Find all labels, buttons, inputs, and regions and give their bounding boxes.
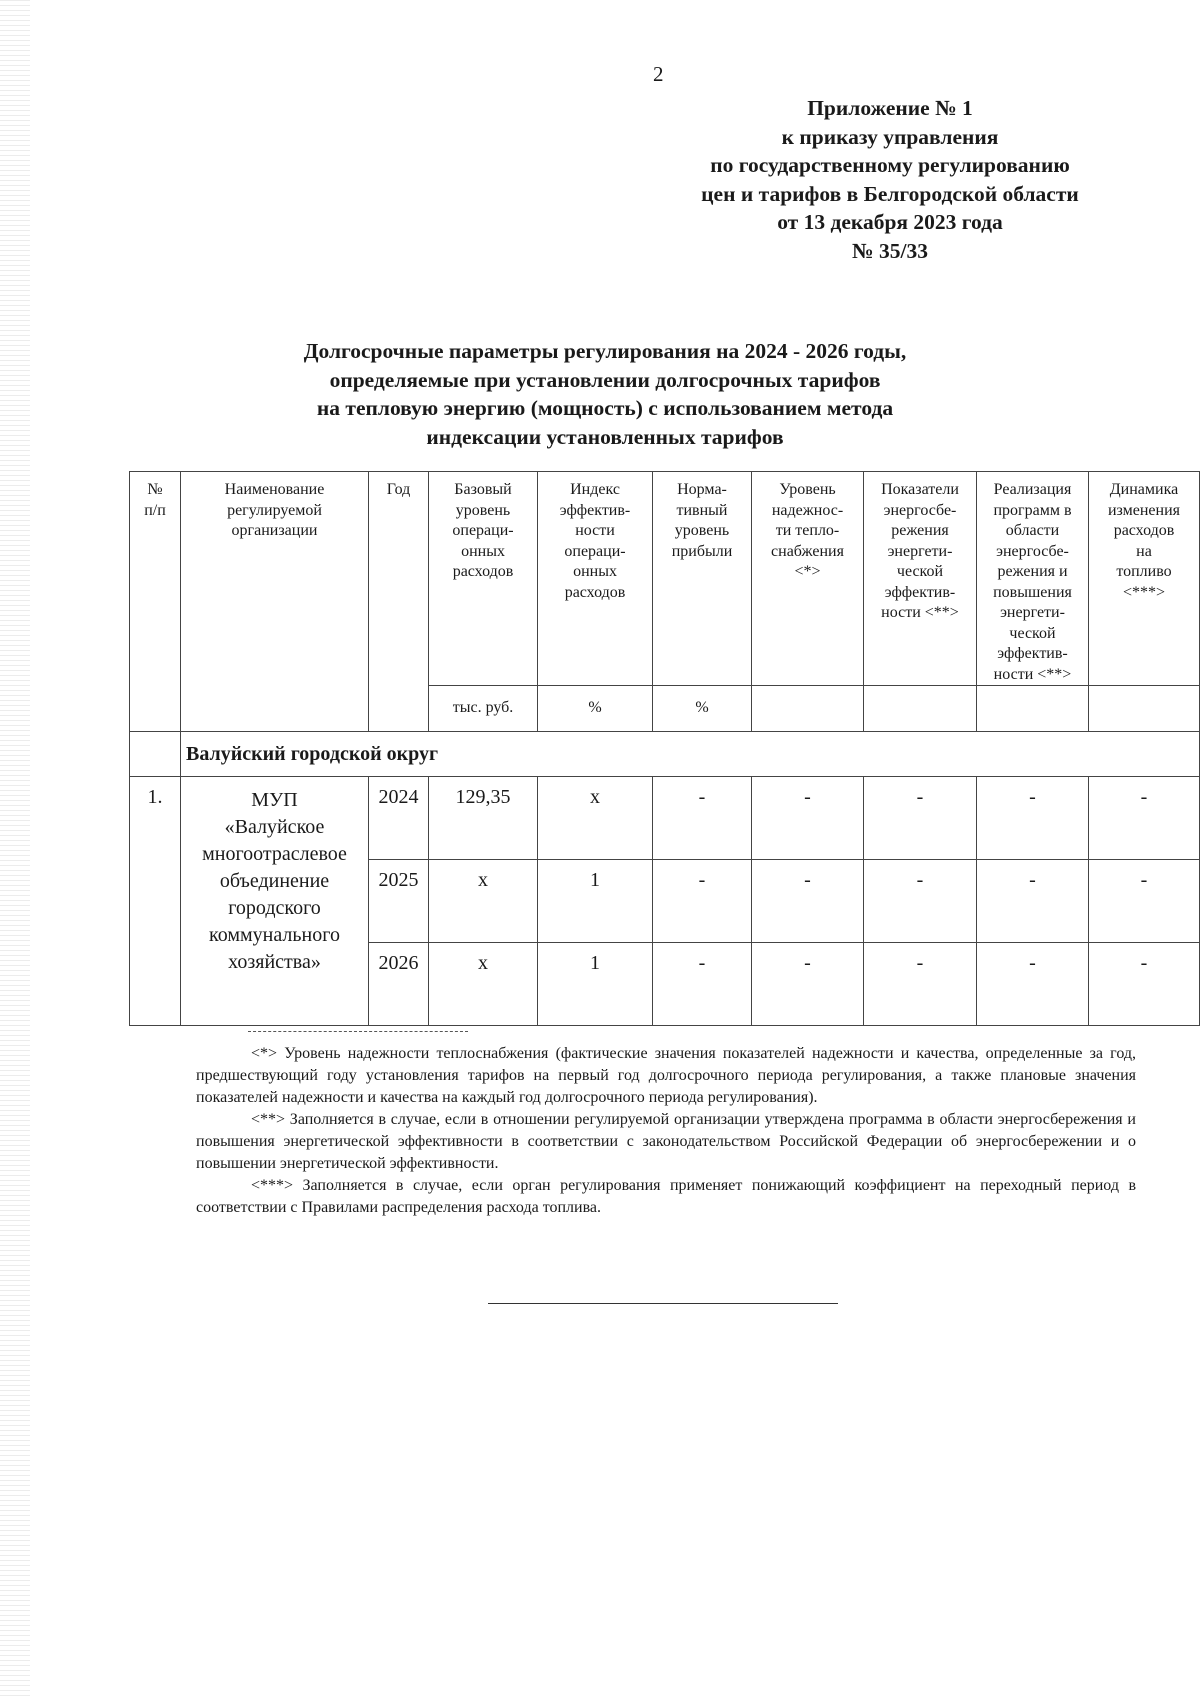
header-org: Наименование регулируемой организации	[181, 472, 369, 732]
title-line: на тепловую энергию (мощность) с использованием метода	[316, 396, 894, 420]
header-reliability: Уровень надежнос- ти тепло- снабжения <*>	[752, 472, 864, 686]
region-row	[130, 732, 1200, 777]
cell-energy-saving: -	[864, 860, 977, 943]
unit-programs	[977, 686, 1089, 732]
cell-reliability: -	[752, 943, 864, 1026]
header-profit: Норма- тивный уровень прибыли	[653, 472, 752, 686]
cell-profit: -	[653, 777, 752, 860]
scan-artifact-strip	[0, 0, 30, 1697]
header-fuel: Динамика изменения расходов на топливо <***>	[1089, 472, 1200, 686]
header-programs: Реализация программ в области энергосбе- режения и повышения энергети- ческой эффектив- ности <**>	[977, 472, 1089, 686]
cell-profit: -	[653, 943, 752, 1026]
cell-reliability: -	[752, 777, 864, 860]
cell-base-opex: х	[429, 943, 538, 1026]
cell-energy-saving: -	[864, 777, 977, 860]
page-number: 2	[653, 62, 664, 86]
appendix-line: по государственному регулированию	[710, 153, 1070, 177]
cell-fuel: -	[1089, 860, 1200, 943]
cell-base-opex: 129,35	[429, 777, 538, 860]
cell-fuel: -	[1089, 777, 1200, 860]
cell-profit: -	[653, 860, 752, 943]
cell-efficiency-index: х	[538, 777, 653, 860]
unit-reliability	[752, 686, 864, 732]
cell-year: 2025	[369, 860, 429, 943]
unit-fuel	[1089, 686, 1200, 732]
title-line: определяемые при установлении долгосрочных тарифов	[329, 367, 881, 392]
unit-efficiency-index: %	[538, 686, 653, 732]
row-number: 1.	[130, 777, 181, 1026]
footnote-separator	[248, 1031, 468, 1032]
appendix-line: Приложение № 1	[807, 96, 973, 120]
appendix-line: от 13 декабря 2023 года	[777, 210, 1003, 234]
cell-programs: -	[977, 943, 1089, 1026]
cell-programs: -	[977, 860, 1089, 943]
cell-efficiency-index: 1	[538, 943, 653, 1026]
cell-reliability: -	[752, 860, 864, 943]
cell-base-opex: х	[429, 860, 538, 943]
footnote-reliability: <*> Уровень надежности теплоснабжения (фактические значения показателей надежности и качества, определенные за год, предшествующий году установления тарифов на первый год долгосрочного периода регулирования, а также плановые значения показателей надежности и качества на каждый год долгосрочного периода регулирования).	[196, 1045, 1136, 1106]
table-row	[130, 777, 1200, 860]
unit-energy-saving	[864, 686, 977, 732]
parameters-table	[129, 471, 1200, 1026]
appendix-line: цен и тарифов в Белгородской области	[701, 181, 1079, 206]
cell-year: 2026	[369, 943, 429, 1026]
title-line: индексации установленных тарифов	[426, 424, 784, 449]
unit-base-opex: тыс. руб.	[429, 686, 538, 732]
cell-fuel: -	[1089, 943, 1200, 1026]
title-line: Долгосрочные параметры регулирования на 2024 - 2026 годы,	[303, 339, 907, 363]
footnote-energy-saving: <**> Заполняется в случае, если в отношении регулируемой организации утверждена программа в области энергосбережения и повышения энергетической эффективности в соответствии с законодательством Российской Федерации об энергосбережении и о повышении энергетической эффективности.	[196, 1111, 1136, 1172]
cell-energy-saving: -	[864, 943, 977, 1026]
document-title	[210, 337, 1000, 451]
appendix-line: к приказу управления	[781, 124, 999, 149]
footnotes	[196, 1043, 1136, 1219]
region-name: Валуйский городской округ	[181, 732, 1200, 777]
cell-year: 2024	[369, 777, 429, 860]
header-year: Год	[369, 472, 429, 732]
organization-name: МУП «Валуйское многоотраслевое объединение городского коммунального хозяйства»	[181, 777, 369, 1026]
cell-programs: -	[977, 777, 1089, 860]
appendix-header	[640, 94, 1140, 265]
header-num: № п/п	[130, 472, 181, 732]
header-energy-saving: Показатели энергосбе- режения энергети- ческой эффектив- ности <**>	[864, 472, 977, 686]
unit-profit: %	[653, 686, 752, 732]
header-base-opex: Базовый уровень операци- онных расходов	[429, 472, 538, 686]
cell-efficiency-index: 1	[538, 860, 653, 943]
header-efficiency-index: Индекс эффектив- ности операци- онных расходов	[538, 472, 653, 686]
region-num-cell	[130, 732, 181, 777]
end-line	[488, 1303, 838, 1304]
table-header-row	[130, 472, 1200, 686]
appendix-line: № 35/33	[852, 238, 928, 263]
footnote-fuel: <***> Заполняется в случае, если орган регулирования применяет понижающий коэффициент на переходный период в соответствии с Правилами распределения расхода топлива.	[196, 1177, 1136, 1216]
